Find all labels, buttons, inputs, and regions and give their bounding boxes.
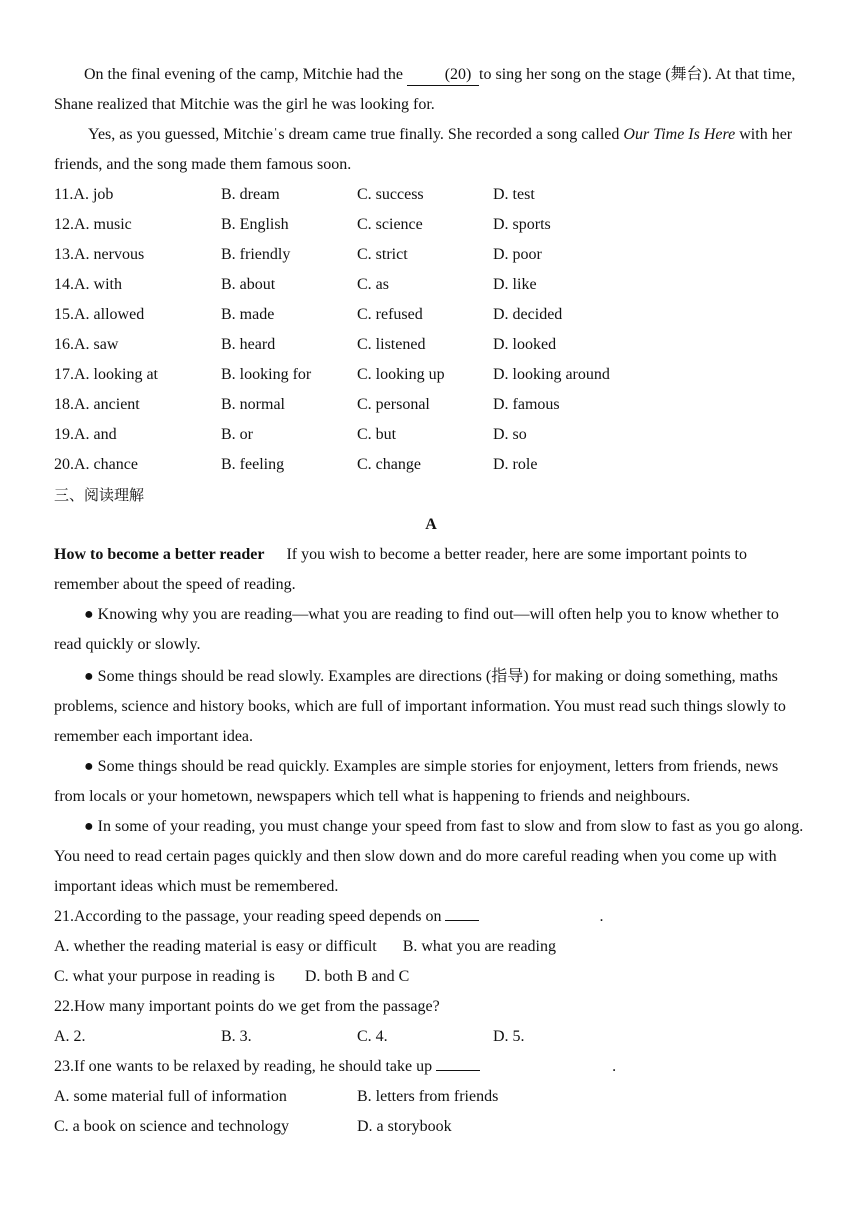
option-c: C. as: [357, 276, 389, 293]
song-title: Our Time Is Here: [623, 126, 736, 143]
cloze-blank-20: (20): [407, 65, 479, 86]
question-23-stem: 23.If one wants to be relaxed by reading, he should take up .: [54, 1058, 617, 1075]
option-d: D. role: [493, 456, 538, 473]
option-a: 20.A. chance: [54, 456, 138, 473]
option-b: B. English: [221, 216, 289, 233]
reading-intro-text: If you wish to become a better reader, here are some important points to remember about the speed of reading.: [54, 546, 747, 593]
option-a: 17.A. looking at: [54, 366, 158, 383]
option-b: B. 3.: [221, 1028, 252, 1045]
cloze-option-row-19: [54, 420, 808, 450]
option-d: D. both B and C: [304, 968, 410, 985]
option-d: D. poor: [493, 246, 542, 263]
option-d: D. looking around: [493, 366, 610, 383]
option-a: A. 2.: [54, 1028, 86, 1045]
option-c: C. science: [357, 216, 423, 233]
option-d: D. famous: [493, 396, 560, 413]
passage-paragraph-final-evening: [54, 60, 808, 120]
question-23-options-ab: [54, 1082, 808, 1112]
option-d: D. 5.: [493, 1028, 525, 1045]
cloze-option-row-14: [54, 270, 808, 300]
option-c: C. strict: [357, 246, 408, 263]
option-c: C. success: [357, 186, 424, 203]
reading-intro: [54, 540, 808, 600]
worksheet-page: [54, 60, 808, 1142]
text-segment: On the final evening of the camp, Mitchie had the: [84, 66, 408, 83]
reading-bullet: ● Some things should be read quickly. Examples are simple stories for enjoyment, letters from friends, news from locals or your hometown, newspapers which tell what is happening to friends and neighbours.: [54, 758, 779, 805]
option-b: B. about: [221, 276, 276, 293]
option-b: B. friendly: [221, 246, 291, 263]
option-d: D. decided: [493, 306, 563, 323]
passage-paragraph-dream-true: [54, 120, 808, 180]
option-b: B. looking for: [221, 366, 312, 383]
option-c: C. but: [357, 426, 397, 443]
option-c: C. a book on science and technology: [54, 1118, 290, 1135]
option-c: C. change: [357, 456, 421, 473]
passage-label-a: A: [425, 516, 437, 533]
answer-blank: [445, 906, 479, 921]
option-d: D. test: [493, 186, 535, 203]
text-segment: Yes, as you guessed, Mitchieˈs dream came true finally. She recorded a song called: [88, 126, 624, 143]
option-b: B. made: [221, 306, 275, 323]
option-d: D. so: [493, 426, 527, 443]
option-d: D. looked: [493, 336, 557, 353]
option-a: A. some material full of information: [54, 1088, 287, 1105]
reading-bullet: ● Knowing why you are reading—what you are reading to find out—will often help you to know whether to read quickly or slowly.: [54, 606, 779, 653]
cloze-option-row-18: [54, 390, 808, 420]
question-22-options: [54, 1022, 808, 1052]
cloze-option-row-11: [54, 180, 808, 210]
reading-bullet: ● In some of your reading, you must change your speed from fast to slow and from slow to fast as you go along. You need to read certain pages quickly and then slow down and do more careful reading when you come up with important ideas which must be remembered.: [54, 818, 804, 895]
option-d: D. like: [493, 276, 537, 293]
reading-bullet: ● Some things should be read slowly. Examples are directions (指导) for making or doing something, maths problems, science and history books, which are full of important information. You must read such things slowly to remember each important idea.: [54, 668, 786, 745]
cloze-option-row-20: [54, 450, 808, 480]
cloze-option-row-17: [54, 360, 808, 390]
cloze-option-row-13: [54, 240, 808, 270]
cloze-option-row-15: [54, 300, 808, 330]
answer-blank: [436, 1056, 480, 1071]
option-a: A. whether the reading material is easy or difficult: [54, 938, 377, 955]
option-b: B. feeling: [221, 456, 285, 473]
option-a: 16.A. saw: [54, 336, 119, 353]
option-d: D. a storybook: [357, 1118, 452, 1135]
option-c: C. looking up: [357, 366, 445, 383]
question-21-options-ab: [54, 932, 808, 962]
text-segment: to sing her song on the stage (舞台). At that time, Shane realized that Mitchie was the girl he was looking for.: [54, 66, 796, 113]
option-a: 14.A. with: [54, 276, 122, 293]
option-a: 11.A. job: [54, 186, 114, 203]
cloze-options-list: [54, 180, 808, 480]
text-segment: with her friends, and the song made them famous soon.: [54, 126, 793, 173]
option-a: 18.A. ancient: [54, 396, 140, 413]
option-b: B. dream: [221, 186, 280, 203]
question-21-stem: 21.According to the passage, your reading speed depends on .: [54, 908, 604, 925]
option-c: C. what your purpose in reading is: [54, 968, 275, 985]
question-22-stem: 22.How many important points do we get from the passage?: [54, 998, 440, 1015]
option-a: 15.A. allowed: [54, 306, 145, 323]
option-c: C. 4.: [357, 1028, 388, 1045]
cloze-option-row-12: [54, 210, 808, 240]
question-23-options-cd: [54, 1112, 808, 1142]
option-b: B. heard: [221, 336, 276, 353]
option-b: B. letters from friends: [357, 1088, 499, 1105]
option-a: 13.A. nervous: [54, 246, 145, 263]
option-b: B. what you are reading: [402, 938, 556, 955]
option-a: 19.A. and: [54, 426, 117, 443]
reading-title: How to become a better reader: [54, 546, 265, 563]
question-21-options-cd: [54, 962, 808, 992]
section-heading-reading: 三、阅读理解: [54, 486, 145, 504]
option-a: 12.A. music: [54, 216, 132, 233]
option-c: C. listened: [357, 336, 426, 353]
option-c: C. refused: [357, 306, 423, 323]
option-b: B. or: [221, 426, 253, 443]
option-b: B. normal: [221, 396, 285, 413]
cloze-option-row-16: [54, 330, 808, 360]
option-c: C. personal: [357, 396, 430, 413]
option-d: D. sports: [493, 216, 551, 233]
